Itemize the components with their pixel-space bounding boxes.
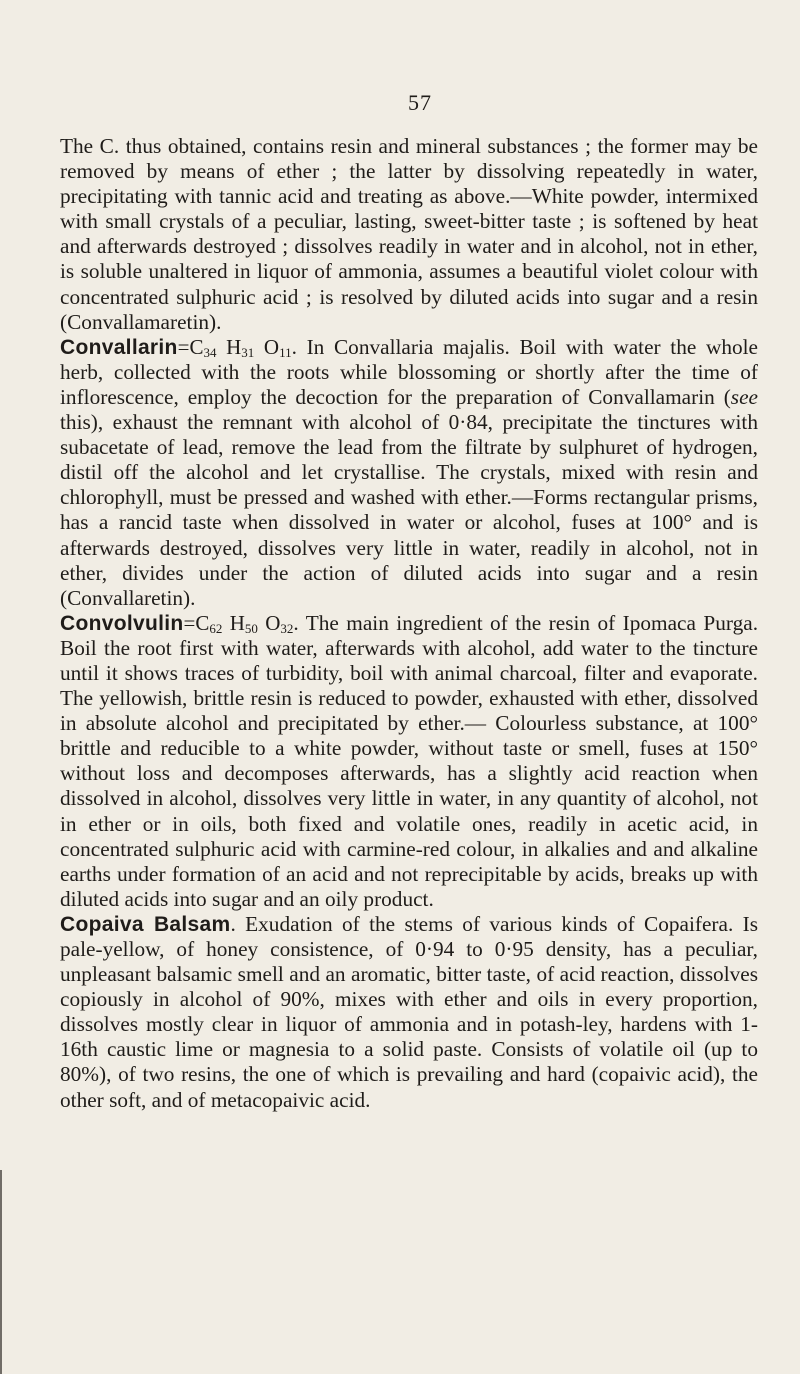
entry-term-convolvulin: Convolvulin: [60, 611, 184, 635]
formula-subscript: 34: [203, 344, 217, 360]
formula-subscript: 31: [241, 344, 255, 360]
main-text: [60, 134, 758, 1113]
paragraph-intro: The C. thus obtained, contains resin and mineral substances ; the former may be removed by means of ether ; the latter by dissolving repeatedly in water, precipitating with tannic acid and treating as above.—White powder, intermixed with small crystals of a peculiar, lasting, sweet-bitter taste ; is softened by heat and afterwards destroyed ; dissolves readily in water and in alcohol, not in ether, is soluble unaltered in liquor of ammonia, assumes a beautiful violet colour with concentrated sulphuric acid ; is resolved by diluted acids into sugar and a resin (Convallamaretin).: [60, 134, 758, 334]
paragraph-convallarin: [60, 335, 758, 611]
formula-element: H: [226, 334, 242, 359]
chemical-formula-convolvulin: [183, 611, 293, 635]
entry-body-convallarin-b: this), exhaust the remnant with alcohol of 0·84, precipitate the tinctures with subacetate of lead, remove the lead from the filtrate by sulphuret of hydrogen, distil off the alcohol and let crystallise. The crystals, mixed with resin and chlorophyll, must be pressed and washed with ether.—Forms rectangular prisms, has a rancid taste when dissolved in water or alcohol, fuses at 100° and is afterwards destroyed, dissolves very little in water, readily in alcohol, not in ether, divides under the action of diluted acids into sugar and a resin (Convallaretin).: [60, 410, 758, 610]
paragraph-copaiva: [60, 912, 758, 1113]
formula-element: O: [265, 610, 281, 635]
entry-body-convolvulin: . The main ingredient of the resin of Ipomaca Purga. Boil the root first with water, afterwards with alcohol, add water to the tincture until it shows traces of turbidity, boil with animal charcoal, filter and evaporate. The yellowish, brittle resin is reduced to powder, exhausted with ether, dissolved in absolute alcohol and precipitated by ether.— Colourless substance, at 100° brittle and reducible to a white powder, without taste or smell, fuses at 150° without loss and decomposes afterwards, has a slightly acid reaction when dissolved in alcohol, dissolves very little in water, in any quantity of alcohol, not in ether or in oils, both fixed and volatile ones, readily in acetic acid, in concentrated sulphuric acid with carmine-red colour, in alkalies and and alkaline earths under formation of an acid and not reprecipitable by acids, breaks up with diluted acids into sugar and an oily product.: [60, 610, 759, 911]
formula-element: C: [189, 334, 204, 359]
formula-subscript: 50: [244, 620, 258, 636]
entry-body-convallarin-a: . In Convallaria majalis. Boil with water the whole herb, collected with the roots while blossoming or shortly after the time of inflorescence, employ the decoction for the preparation of Convallamarin (: [60, 334, 759, 409]
page-number: 57: [408, 90, 432, 115]
formula-element: H: [229, 610, 245, 635]
see-reference: see: [730, 384, 758, 409]
entry-term-copaiva: Copaiva Balsam: [60, 912, 231, 936]
formula-subscript: 62: [209, 620, 223, 636]
entry-term-convallarin: Convallarin: [60, 335, 178, 359]
formula-element: O: [263, 334, 280, 359]
formula-subscript: 32: [280, 620, 294, 636]
chemical-formula-convallarin: [178, 335, 292, 359]
formula-equals: =: [183, 610, 196, 635]
formula-subscript: 11: [279, 344, 292, 360]
formula-equals: =: [177, 334, 190, 359]
paragraph-convolvulin: [60, 611, 758, 912]
page-edge-line: [0, 1170, 2, 1374]
entry-body-copaiva: . Exudation of the stems of various kinds of Copaifera. Is pale-yellow, of honey consistence, of 0·94 to 0·95 density, has a peculiar, unpleasant balsamic smell and an aromatic, bitter taste, of acid reaction, dissolves copiously in alcohol of 90%, mixes with ether and oils in every proportion, dissolves mostly clear in liquor of ammonia and in potash-ley, hardens with 1-16th caustic lime or magnesia to a solid paste. Consists of volatile oil (up to 80%), of two resins, the one of which is prevailing and hard (copaivic acid), the other soft, and of metacopaivic acid.: [60, 911, 759, 1112]
formula-element: C: [195, 610, 210, 635]
